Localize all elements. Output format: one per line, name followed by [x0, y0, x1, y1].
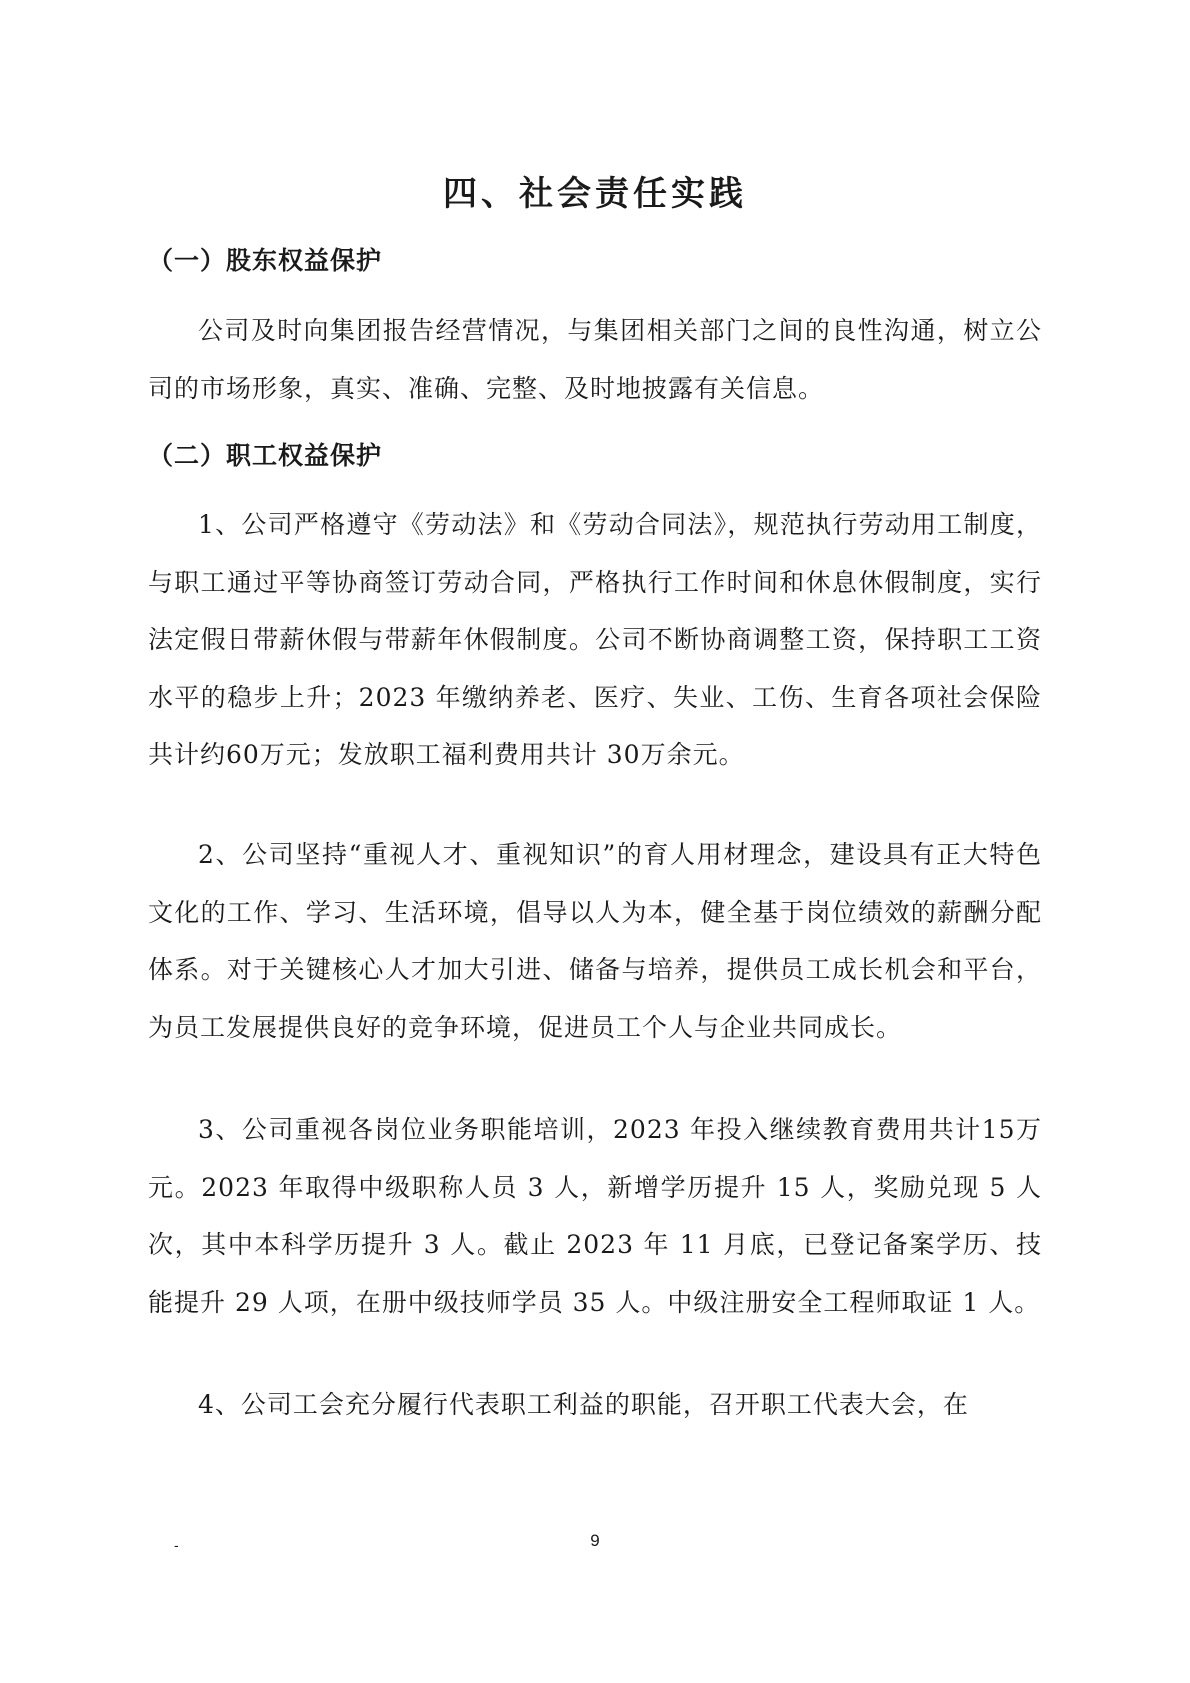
- paragraph-shareholder-rights: 公司及时向集团报告经营情况，与集团相关部门之间的良性沟通，树立公司的市场形象，真实、准确、完整、及时地披露有关信息。: [148, 316, 1042, 403]
- page-number: 9: [590, 1531, 600, 1550]
- paragraph-employee-rights-1: 1、公司严格遵守《劳动法》和《劳动合同法》，规范执行劳动用工制度，与职工通过平等协商签订劳动合同，严格执行工作时间和休息休假制度，实行法定假日带薪休假与带薪年休假制度。公司不断协商调整工资，保持职工工资水平的稳步上升；2023 年缴纳养老、医疗、失业、工伤、生育各项社会保险共计约60万元；发放职工福利费用共计 30万余元。: [148, 510, 1042, 769]
- section-heading-employee-rights: （二）职工权益保护: [148, 441, 383, 470]
- page-title: 四、社会责任实践: [443, 174, 747, 214]
- paragraph-employee-rights-4: 4、公司工会充分履行代表职工利益的职能，召开职工代表大会，在: [198, 1390, 969, 1419]
- footer-mark: -: [174, 1537, 179, 1553]
- paragraph-employee-rights-3: 3、公司重视各岗位业务职能培训，2023 年投入继续教育费用共计15万元。2023 年取得中级职称人员 3 人，新增学历提升 15 人，奖励兑现 5 人次，其中本科学历提升 3 人。截止 2023 年 11 月底，已登记备案学历、技能提升 29 人项，在册中级技师学员 35 人。中级注册安全工程师取证 1 人。: [148, 1115, 1042, 1317]
- section-heading-shareholder-rights: （一）股东权益保护: [148, 246, 383, 275]
- paragraph-employee-rights-2: 2、公司坚持“重视人才、重视知识”的育人用材理念，建设具有正大特色文化的工作、学习、生活环境，倡导以人为本，健全基于岗位绩效的薪酬分配体系。对于关键核心人才加大引进、储备与培养，提供员工成长机会和平台，为员工发展提供良好的竞争环境，促进员工个人与企业共同成长。: [148, 840, 1042, 1042]
